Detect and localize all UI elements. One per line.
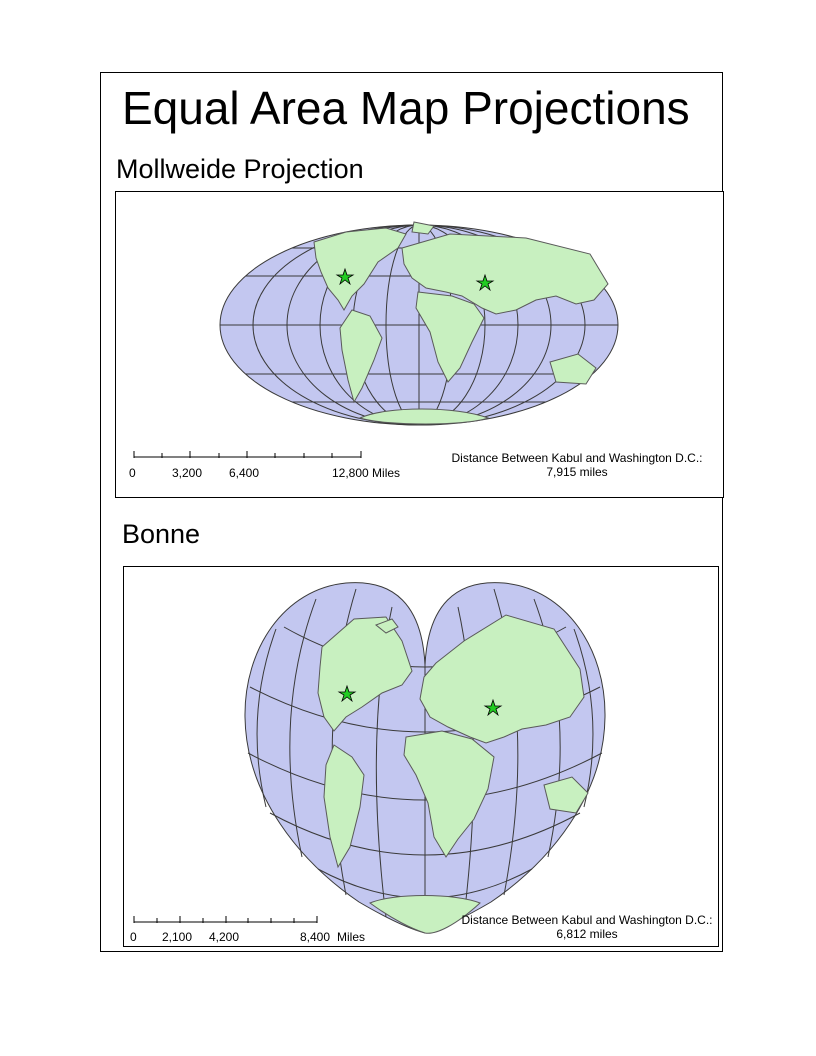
bonne-distance-value: 6,812 miles xyxy=(556,927,618,941)
bonne-scale-label-2: 4,200 xyxy=(209,930,240,944)
bonne-map-frame xyxy=(123,566,719,947)
mollweide-title: Mollweide Projection xyxy=(116,154,364,184)
bonne-scale-bar xyxy=(134,916,317,923)
mollweide-scale-bar xyxy=(134,451,361,458)
bonne-scale-label-4: Miles xyxy=(337,930,366,944)
bonne-title: Bonne xyxy=(122,519,201,549)
bonne-distance-label: Distance Between Kabul and Washington D.C.: xyxy=(461,913,713,927)
bonne-scale-label-1: 2,100 xyxy=(162,930,193,944)
mollweide-distance-value: 7,915 miles xyxy=(546,465,608,479)
mollweide-distance-label: Distance Between Kabul and Washington D.C.: xyxy=(451,451,703,465)
bonne-map xyxy=(124,567,718,946)
page-title: Equal Area Map Projections xyxy=(122,82,690,134)
mollweide-map-frame xyxy=(115,191,724,498)
mollweide-scale-label-3: 12,800 Miles xyxy=(332,466,401,480)
mollweide-scale-label-1: 3,200 xyxy=(172,466,203,480)
bonne-scale-label-0: 0 xyxy=(130,930,137,944)
mollweide-scale-label-2: 6,400 xyxy=(229,466,260,480)
bonne-scale-label-3: 8,400 xyxy=(300,930,331,944)
mollweide-scale-label-0: 0 xyxy=(129,466,136,480)
